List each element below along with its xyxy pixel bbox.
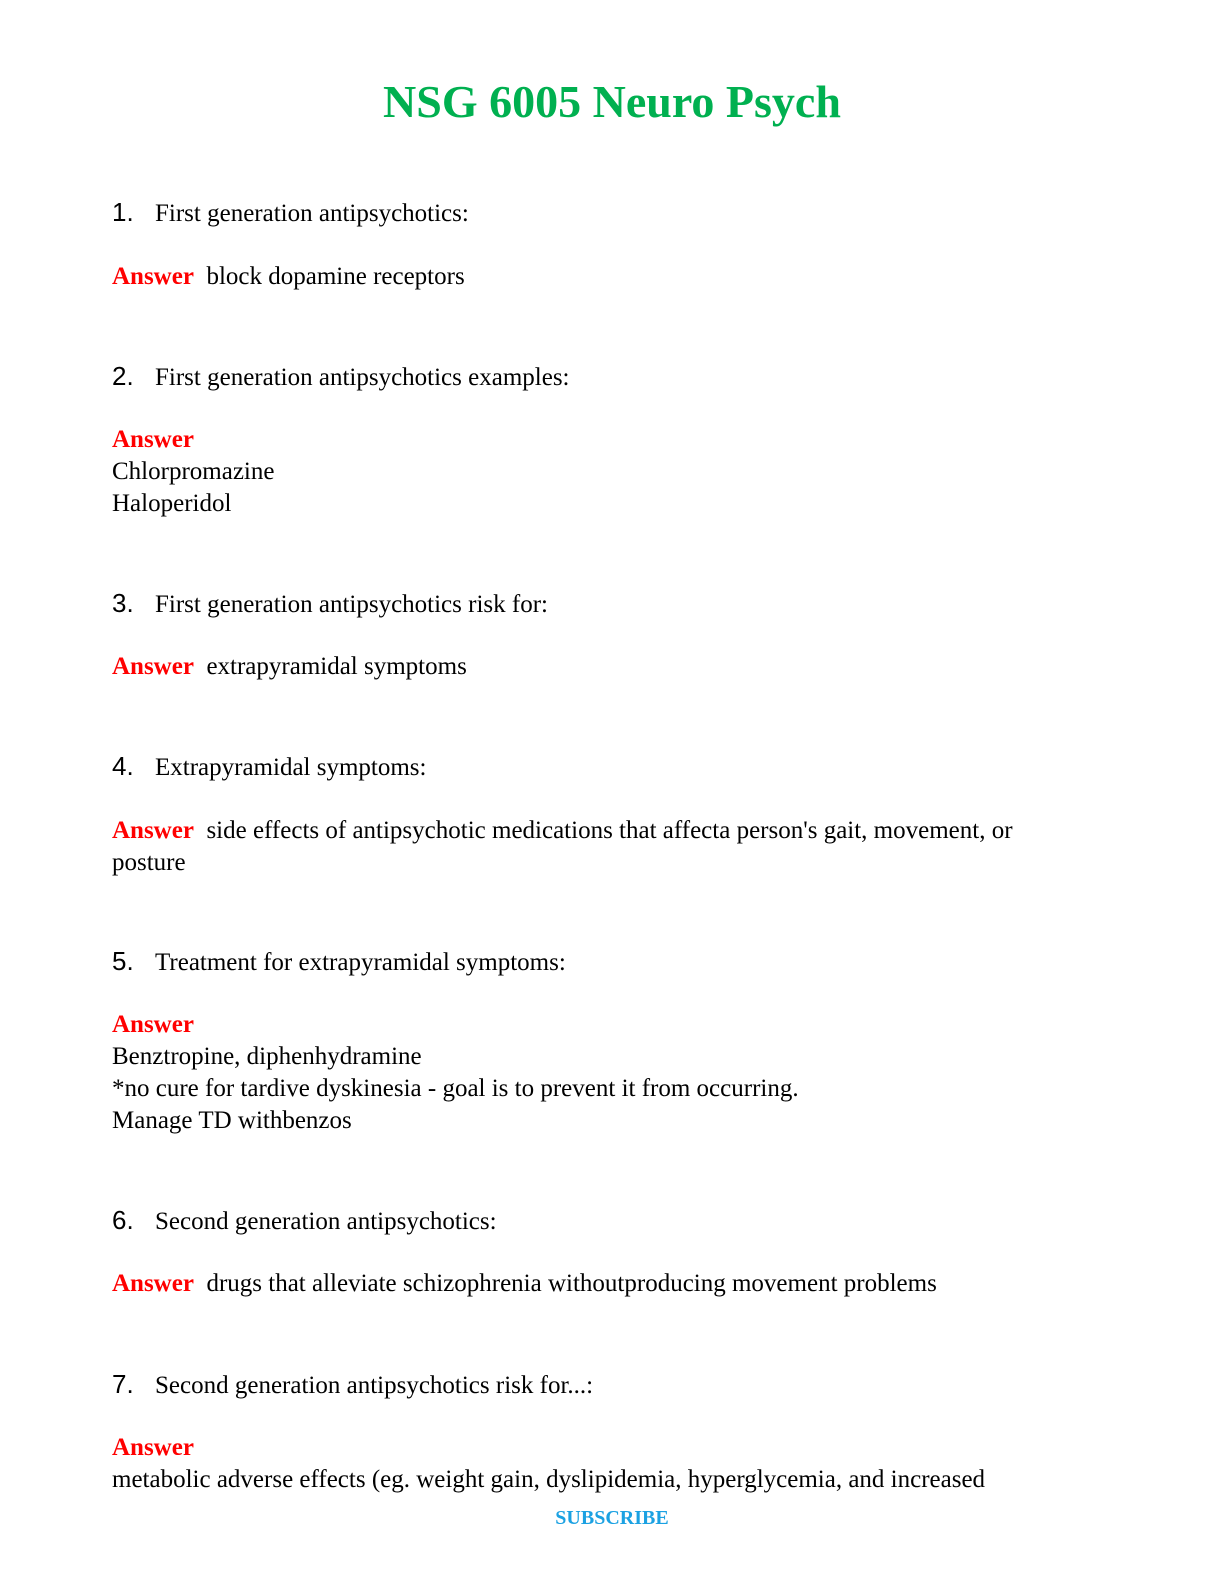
question-number: 6. xyxy=(112,1205,134,1235)
answer-6 xyxy=(112,1268,1112,1300)
question-text: First generation antipsychotics risk for: xyxy=(155,591,548,618)
question-text: Treatment for extrapyramidal symptoms: xyxy=(155,949,566,976)
answer-label: Answer xyxy=(112,817,194,844)
question-3 xyxy=(112,587,548,621)
answer-1 xyxy=(112,261,1112,293)
answer-2 xyxy=(112,424,1112,520)
question-1 xyxy=(112,196,469,230)
question-text: Extrapyramidal symptoms: xyxy=(155,754,427,781)
answer-line: Manage TD withbenzos xyxy=(112,1107,352,1134)
answer-label: Answer xyxy=(112,1270,194,1297)
question-number: 2. xyxy=(112,361,134,391)
answer-line: *no cure for tardive dyskinesia - goal is to prevent it from occurring. xyxy=(112,1075,799,1102)
answer-5 xyxy=(112,1009,1112,1137)
answer-line: Haloperidol xyxy=(112,490,232,517)
answer-text: side effects of antipsychotic medications that affecta person's gait, movement, or xyxy=(206,817,1013,844)
answer-line: posture xyxy=(112,849,186,876)
answer-text: drugs that alleviate schizophrenia withoutproducing movement problems xyxy=(206,1270,937,1297)
answer-label: Answer xyxy=(112,653,194,680)
question-number: 4. xyxy=(112,751,134,781)
question-number: 3. xyxy=(112,588,134,618)
question-text: Second generation antipsychotics risk for...: xyxy=(155,1372,594,1399)
question-5 xyxy=(112,945,566,979)
answer-label: Answer xyxy=(112,263,194,290)
question-number: 7. xyxy=(112,1369,134,1399)
question-2 xyxy=(112,360,570,394)
answer-label: Answer xyxy=(112,1011,194,1038)
answer-3 xyxy=(112,651,1112,683)
question-7 xyxy=(112,1368,593,1402)
answer-line: Chlorpromazine xyxy=(112,458,275,485)
answer-label: Answer xyxy=(112,1434,194,1461)
question-6 xyxy=(112,1204,497,1238)
page-title: NSG 6005 Neuro Psych xyxy=(383,76,841,127)
question-4 xyxy=(112,750,426,784)
question-text: First generation antipsychotics: xyxy=(155,200,469,227)
subscribe-link[interactable]: SUBSCRIBE xyxy=(555,1507,669,1529)
question-number: 5. xyxy=(112,946,134,976)
question-number: 1. xyxy=(112,197,134,227)
answer-line: metabolic adverse effects (eg. weight gain, dyslipidemia, hyperglycemia, and increased xyxy=(112,1466,986,1493)
answer-label: Answer xyxy=(112,426,194,453)
answer-text: extrapyramidal symptoms xyxy=(206,653,467,680)
question-text: Second generation antipsychotics: xyxy=(155,1208,497,1235)
answer-line: Benztropine, diphenhydramine xyxy=(112,1043,422,1070)
answer-7 xyxy=(112,1432,1112,1496)
question-text: First generation antipsychotics examples: xyxy=(155,364,570,391)
answer-4 xyxy=(112,815,1112,879)
answer-text: block dopamine receptors xyxy=(206,263,465,290)
